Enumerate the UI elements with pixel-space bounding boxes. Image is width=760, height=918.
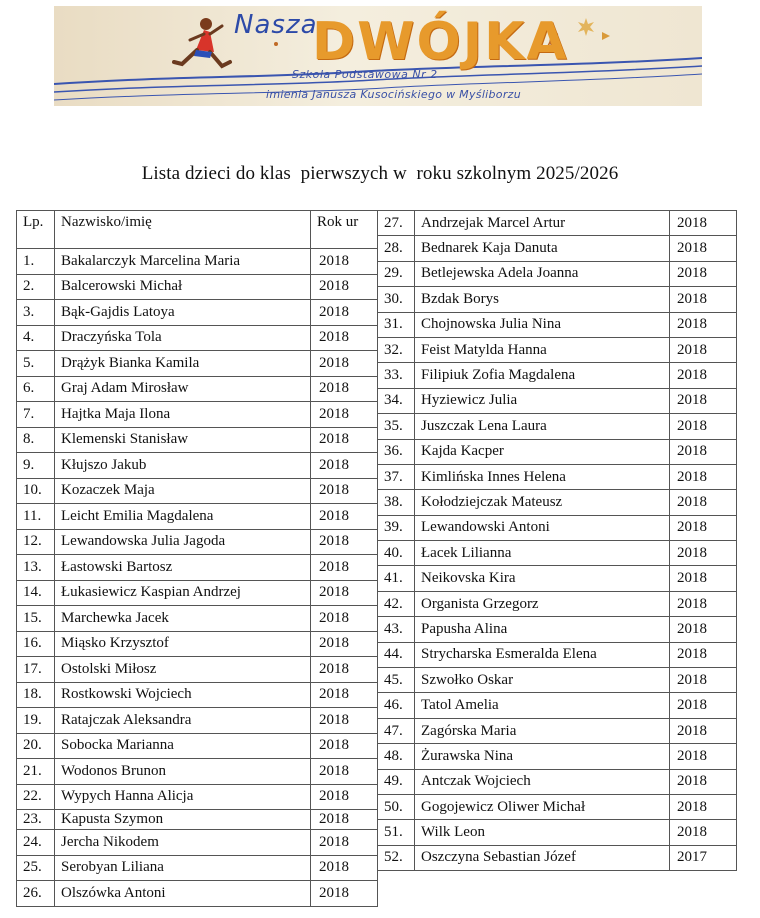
row-number: 34. xyxy=(378,388,415,413)
student-name: Olszówka Antoni xyxy=(55,881,311,907)
row-number: 33. xyxy=(378,363,415,388)
table-row xyxy=(17,453,378,479)
table-row xyxy=(378,591,737,616)
row-number: 22. xyxy=(17,784,55,810)
student-name: Marchewka Jacek xyxy=(55,606,311,632)
row-number: 47. xyxy=(378,718,415,743)
row-number: 12. xyxy=(17,529,55,555)
table-row xyxy=(17,402,378,428)
students-table-left xyxy=(16,210,378,907)
table-row xyxy=(17,504,378,530)
row-number: 26. xyxy=(17,881,55,907)
row-number: 19. xyxy=(17,708,55,734)
birth-year: 2018 xyxy=(670,718,737,743)
student-name: Kozaczek Maja xyxy=(55,478,311,504)
table-row xyxy=(378,769,737,794)
row-number: 18. xyxy=(17,682,55,708)
birth-year: 2018 xyxy=(311,529,378,555)
table-row xyxy=(378,718,737,743)
student-name: Papusha Alina xyxy=(415,617,670,642)
table-row xyxy=(17,427,378,453)
table-row xyxy=(17,855,378,881)
row-number: 9. xyxy=(17,453,55,479)
birth-year: 2018 xyxy=(670,490,737,515)
row-number: 5. xyxy=(17,351,55,377)
student-name: Lewandowski Antoni xyxy=(415,515,670,540)
row-number: 48. xyxy=(378,744,415,769)
birth-year: 2018 xyxy=(670,668,737,693)
student-name: Bakalarczyk Marcelina Maria xyxy=(55,249,311,275)
birth-year: 2018 xyxy=(670,744,737,769)
table-row xyxy=(378,261,737,286)
table-row xyxy=(378,439,737,464)
row-number: 39. xyxy=(378,515,415,540)
birth-year: 2018 xyxy=(311,810,378,830)
birth-year: 2018 xyxy=(670,820,737,845)
student-name: Łacek Lilianna xyxy=(415,541,670,566)
student-name: Oszczyna Sebastian Józef xyxy=(415,845,670,870)
student-name: Wypych Hanna Alicja xyxy=(55,784,311,810)
student-name: Juszczak Lena Laura xyxy=(415,414,670,439)
row-number: 28. xyxy=(378,236,415,261)
birth-year: 2018 xyxy=(670,337,737,362)
row-number: 14. xyxy=(17,580,55,606)
birth-year: 2018 xyxy=(311,759,378,785)
table-row xyxy=(17,881,378,907)
birth-year: 2018 xyxy=(670,566,737,591)
table-header-row xyxy=(17,211,378,249)
birth-year: 2018 xyxy=(670,312,737,337)
student-name: Kapusta Szymon xyxy=(55,810,311,830)
birth-year: 2017 xyxy=(670,845,737,870)
table-row xyxy=(378,668,737,693)
birth-year: 2018 xyxy=(311,733,378,759)
row-number: 51. xyxy=(378,820,415,845)
row-number: 4. xyxy=(17,325,55,351)
student-name: Wilk Leon xyxy=(415,820,670,845)
birth-year: 2018 xyxy=(670,414,737,439)
row-number: 45. xyxy=(378,668,415,693)
table-row xyxy=(17,351,378,377)
row-number: 24. xyxy=(17,830,55,856)
row-number: 52. xyxy=(378,845,415,870)
birth-year: 2018 xyxy=(670,591,737,616)
birth-year: 2018 xyxy=(311,657,378,683)
table-row xyxy=(378,388,737,413)
table-row xyxy=(378,820,737,845)
row-number: 6. xyxy=(17,376,55,402)
table-row xyxy=(17,830,378,856)
student-name: Bednarek Kaja Danuta xyxy=(415,236,670,261)
birth-year: 2018 xyxy=(311,555,378,581)
birth-year: 2018 xyxy=(670,693,737,718)
table-row xyxy=(17,325,378,351)
student-name: Drążyk Bianka Kamila xyxy=(55,351,311,377)
table-row xyxy=(17,580,378,606)
header-year: Rok ur xyxy=(311,211,378,249)
table-row xyxy=(17,606,378,632)
row-number: 7. xyxy=(17,402,55,428)
table-row xyxy=(378,744,737,769)
birth-year: 2018 xyxy=(670,287,737,312)
table-row xyxy=(17,529,378,555)
student-name: Sobocka Marianna xyxy=(55,733,311,759)
student-name: Łukasiewicz Kaspian Andrzej xyxy=(55,580,311,606)
birth-year: 2018 xyxy=(670,236,737,261)
row-number: 43. xyxy=(378,617,415,642)
table-row xyxy=(17,249,378,275)
birth-year: 2018 xyxy=(311,606,378,632)
row-number: 2. xyxy=(17,274,55,300)
student-name: Balcerowski Michał xyxy=(55,274,311,300)
birth-year: 2018 xyxy=(311,351,378,377)
student-name: Hajtka Maja Ilona xyxy=(55,402,311,428)
row-number: 17. xyxy=(17,657,55,683)
student-name: Ostolski Miłosz xyxy=(55,657,311,683)
table-row xyxy=(378,211,737,236)
row-number: 32. xyxy=(378,337,415,362)
row-number: 36. xyxy=(378,439,415,464)
student-name: Szwołko Oskar xyxy=(415,668,670,693)
table-row xyxy=(378,337,737,362)
student-name: Feist Matylda Hanna xyxy=(415,337,670,362)
student-name: Organista Grzegorz xyxy=(415,591,670,616)
table-row xyxy=(378,490,737,515)
row-number: 11. xyxy=(17,504,55,530)
birth-year: 2018 xyxy=(670,617,737,642)
birth-year: 2018 xyxy=(311,881,378,907)
birth-year: 2018 xyxy=(311,249,378,275)
student-name: Gogojewicz Oliwer Michał xyxy=(415,794,670,819)
birth-year: 2018 xyxy=(670,363,737,388)
birth-year: 2018 xyxy=(670,769,737,794)
table-row xyxy=(17,657,378,683)
row-number: 44. xyxy=(378,642,415,667)
birth-year: 2018 xyxy=(670,642,737,667)
row-number: 21. xyxy=(17,759,55,785)
row-number: 46. xyxy=(378,693,415,718)
table-row xyxy=(17,810,378,830)
student-name: Hyziewicz Julia xyxy=(415,388,670,413)
table-row xyxy=(17,376,378,402)
row-number: 1. xyxy=(17,249,55,275)
row-number: 31. xyxy=(378,312,415,337)
birth-year: 2018 xyxy=(670,794,737,819)
student-name: Graj Adam Mirosław xyxy=(55,376,311,402)
row-number: 29. xyxy=(378,261,415,286)
table-row xyxy=(17,733,378,759)
table-row xyxy=(17,274,378,300)
brand-big-text: DWÓJKA xyxy=(312,12,569,72)
table-row xyxy=(378,515,737,540)
table-row xyxy=(378,414,737,439)
row-number: 3. xyxy=(17,300,55,326)
birth-year: 2018 xyxy=(670,541,737,566)
student-name: Lewandowska Julia Jagoda xyxy=(55,529,311,555)
student-name: Jercha Nikodem xyxy=(55,830,311,856)
row-number: 15. xyxy=(17,606,55,632)
header-lp: Lp. xyxy=(17,211,55,249)
table-row xyxy=(378,642,737,667)
table-row xyxy=(378,541,737,566)
student-name: Filipiuk Zofia Magdalena xyxy=(415,363,670,388)
school-name-line: Szkoła Podstawowa Nr 2 xyxy=(292,68,438,81)
birth-year: 2018 xyxy=(670,464,737,489)
table-row xyxy=(17,784,378,810)
row-number: 38. xyxy=(378,490,415,515)
student-name: Antczak Wojciech xyxy=(415,769,670,794)
page-title: Lista dzieci do klas pierwszych w roku szkolnym 2025/2026 xyxy=(141,163,619,184)
school-patron-line: imienia Janusza Kusocińskiego w Myśliborzu xyxy=(266,88,522,101)
student-name: Łastowski Bartosz xyxy=(55,555,311,581)
table-row xyxy=(378,236,737,261)
row-number: 42. xyxy=(378,591,415,616)
table-row xyxy=(17,300,378,326)
birth-year: 2018 xyxy=(311,580,378,606)
student-name: Zagórska Maria xyxy=(415,718,670,743)
birth-year: 2018 xyxy=(311,427,378,453)
table-row xyxy=(17,555,378,581)
row-number: 37. xyxy=(378,464,415,489)
birth-year: 2018 xyxy=(670,261,737,286)
table-row xyxy=(378,287,737,312)
table-row xyxy=(378,363,737,388)
student-name: Kajda Kacper xyxy=(415,439,670,464)
row-number: 50. xyxy=(378,794,415,819)
student-name: Kimlińska Innes Helena xyxy=(415,464,670,489)
row-number: 27. xyxy=(378,211,415,236)
student-name: Tatol Amelia xyxy=(415,693,670,718)
student-name: Neikovska Kira xyxy=(415,566,670,591)
row-number: 23. xyxy=(17,810,55,830)
table-row xyxy=(17,682,378,708)
student-name: Rostkowski Wojciech xyxy=(55,682,311,708)
birth-year: 2018 xyxy=(311,478,378,504)
birth-year: 2018 xyxy=(670,388,737,413)
student-name: Kłujszo Jakub xyxy=(55,453,311,479)
school-logo-banner xyxy=(54,6,702,106)
row-number: 35. xyxy=(378,414,415,439)
student-name: Draczyńska Tola xyxy=(55,325,311,351)
birth-year: 2018 xyxy=(670,515,737,540)
table-row xyxy=(378,845,737,870)
birth-year: 2018 xyxy=(311,300,378,326)
birth-year: 2018 xyxy=(670,439,737,464)
header-name: Nazwisko/imię xyxy=(55,211,311,249)
student-name: Strycharska Esmeralda Elena xyxy=(415,642,670,667)
row-number: 8. xyxy=(17,427,55,453)
table-row xyxy=(378,794,737,819)
student-name: Betlejewska Adela Joanna xyxy=(415,261,670,286)
student-name: Ratajczak Aleksandra xyxy=(55,708,311,734)
table-row xyxy=(17,478,378,504)
birth-year: 2018 xyxy=(311,325,378,351)
row-number: 16. xyxy=(17,631,55,657)
birth-year: 2018 xyxy=(311,274,378,300)
brand-small-text: Nasza xyxy=(234,10,318,40)
table-row xyxy=(378,693,737,718)
student-name: Miąsko Krzysztof xyxy=(55,631,311,657)
birth-year: 2018 xyxy=(311,708,378,734)
student-name: Kołodziejczak Mateusz xyxy=(415,490,670,515)
birth-year: 2018 xyxy=(311,376,378,402)
birth-year: 2018 xyxy=(311,830,378,856)
student-name: Chojnowska Julia Nina xyxy=(415,312,670,337)
row-number: 10. xyxy=(17,478,55,504)
table-row xyxy=(17,708,378,734)
birth-year: 2018 xyxy=(311,631,378,657)
birth-year: 2018 xyxy=(311,784,378,810)
table-row xyxy=(378,566,737,591)
student-name: Żurawska Nina xyxy=(415,744,670,769)
student-name: Wodonos Brunon xyxy=(55,759,311,785)
student-name: Bzdak Borys xyxy=(415,287,670,312)
birth-year: 2018 xyxy=(311,855,378,881)
row-number: 49. xyxy=(378,769,415,794)
row-number: 20. xyxy=(17,733,55,759)
student-name: Leicht Emilia Magdalena xyxy=(55,504,311,530)
row-number: 30. xyxy=(378,287,415,312)
birth-year: 2018 xyxy=(311,504,378,530)
table-row xyxy=(17,631,378,657)
row-number: 25. xyxy=(17,855,55,881)
birth-year: 2018 xyxy=(311,402,378,428)
birth-year: 2018 xyxy=(311,453,378,479)
birth-year: 2018 xyxy=(311,682,378,708)
birth-year: 2018 xyxy=(670,211,737,236)
student-name: Klemenski Stanisław xyxy=(55,427,311,453)
row-number: 41. xyxy=(378,566,415,591)
student-name: Andrzejak Marcel Artur xyxy=(415,211,670,236)
students-table-right xyxy=(377,210,737,871)
table-row xyxy=(378,312,737,337)
row-number: 13. xyxy=(17,555,55,581)
table-row xyxy=(378,464,737,489)
table-row xyxy=(17,759,378,785)
student-name: Bąk-Gajdis Latoya xyxy=(55,300,311,326)
row-number: 40. xyxy=(378,541,415,566)
student-name: Serobyan Liliana xyxy=(55,855,311,881)
table-row xyxy=(378,617,737,642)
